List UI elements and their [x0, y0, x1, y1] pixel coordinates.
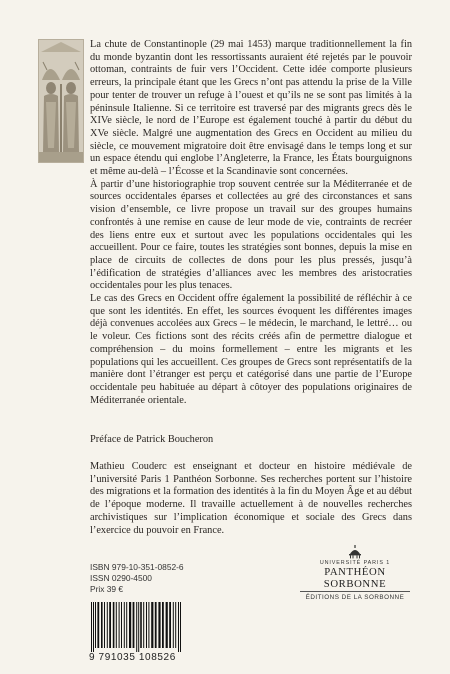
barcode-bar: [126, 602, 127, 648]
barcode-bar: [140, 602, 142, 648]
barcode-bar: [91, 602, 92, 652]
logo-divider: [300, 591, 410, 592]
barcode-bar: [143, 602, 144, 648]
barcode: [89, 602, 205, 652]
issn: ISSN 0290-4500: [90, 573, 152, 583]
barcode-bar: [109, 602, 111, 648]
preface-credit: Préface de Patrick Boucheron: [90, 434, 214, 445]
barcode-bar: [138, 602, 139, 652]
barcode-bar: [97, 602, 99, 648]
cover-illustration: [38, 39, 84, 163]
summary-paragraph-3: Le cas des Grecs en Occident offre également la possibilité de réfléchir à ce que sont les identités. En effet, les sources évoquent les différentes images déjà convenues accolées aux Grecs – le médecin, le marchand, le lettré… ou le voleur. Ces fictions sont des récits créés afin de permettre dialogue et compréhension – du moins formellement – entre les migrants et les populations qui les accueillent. Ces groupes de Grecs sont représentatifs de la manière dont l’étranger est perçu et catégorisé dans une partie de l’Europe occidentale peu habituée au départ à côtoyer des populations originaires de Méditerranée orientale.: [90, 293, 412, 406]
barcode-bar: [107, 602, 108, 648]
barcode-bar: [124, 602, 125, 648]
publication-info: [90, 562, 240, 595]
barcode-bar: [113, 602, 115, 648]
author-bio: Mathieu Couderc est enseignant et docteur en histoire médiévale de l’université Paris 1 Panthéon Sorbonne. Ses recherches portent sur l’histoire des migrations et la formation des identités à la fin du Moyen Âge et au début de l’époque moderne. Il travaille actuellement à de nouvelles recherches archivistiques sur l’implication économique et sociale des Grecs dans l’exercice du pouvoir en France.: [90, 461, 413, 536]
publisher-name: PANTHÉON SORBONNE: [323, 566, 387, 590]
barcode-bar: [173, 602, 174, 648]
barcode-bar: [104, 602, 105, 648]
pantheon-dome-icon: [347, 545, 363, 559]
barcode-bar: [175, 602, 176, 648]
publisher-university: UNIVERSITÉ PARIS 1: [319, 560, 391, 566]
barcode-bar: [146, 602, 147, 648]
barcode-bar: [93, 602, 94, 652]
barcode-bar: [121, 602, 122, 648]
summary-text: [90, 39, 412, 407]
barcode-bar: [151, 602, 153, 648]
barcode-bar: [101, 602, 103, 648]
barcode-bar: [133, 602, 135, 648]
barcode-bar: [116, 602, 117, 648]
barcode-number: 9 791035 108526: [89, 652, 176, 663]
barcode-bar: [148, 602, 149, 648]
barcode-bar: [129, 602, 131, 648]
summary-paragraph-2: À partir d’une historiographie trop souvent centrée sur la Méditerranée et de sources occidentales éparses et collectées au gré des circonstances et sans vision d’ensemble, ce livre propose un travail sur des groupes humains confrontés à une remise en cause de leur mode de vie, contraints de recréer des liens entre eux et surtout avec les populations occidentales qui les accueillent. Pour ce faire, toutes les stratégies sont bonnes, depuis la mise en place de circuits de collectes de dons pour les plus pressés, jusqu’à l’édification de stratégies d’alliances avec les membres des aristocraties occidentales pour les plus tenaces.: [90, 178, 412, 292]
isbn: ISBN 979-10-351-0852-6: [90, 562, 184, 572]
barcode-bar: [178, 602, 179, 652]
barcode-bar: [158, 602, 160, 648]
barcode-bar: [166, 602, 168, 648]
barcode-bar: [136, 602, 137, 652]
barcode-bar: [162, 602, 164, 648]
barcode-bar: [180, 602, 181, 652]
barcode-bar: [119, 602, 120, 648]
barcode-bar: [95, 602, 96, 648]
barcode-bar: [169, 602, 171, 648]
barcode-bar: [155, 602, 157, 648]
publisher-logo: [292, 545, 418, 603]
price: Prix 39 €: [90, 584, 124, 594]
summary-paragraph-1: La chute de Constantinople (29 mai 1453) marque traditionnellement la fin du monde byzantin dont les ressortissants auraient été rejetés par le pouvoir ottoman, contraints de fuir vers l’Occident. Cette idée comporte plusieurs erreurs, la principale étant que les Grecs n’ont pas attendu la prise de la Ville pour tenter de trouver un refuge à l’ouest et qu’ils ne se sont pas limités à la péninsule Italienne. Si ce territoire est traversé par des migrants grecs dès le XIVe siècle, le nord de l’Europe est également touché à partir du début du XVe siècle. Malgré une augmentation des Grecs en Occident au milieu du siècle, ce mouvement migratoire doit être envisagé dans le temps long et sur un espace étendu qui englobe l’Angleterre, la France, les États bourguignons et même au-delà – l’Écosse et la Scandinavie sont concernées.: [90, 39, 412, 178]
publisher-imprint: ÉDITIONS DE LA SORBONNE: [305, 594, 405, 601]
